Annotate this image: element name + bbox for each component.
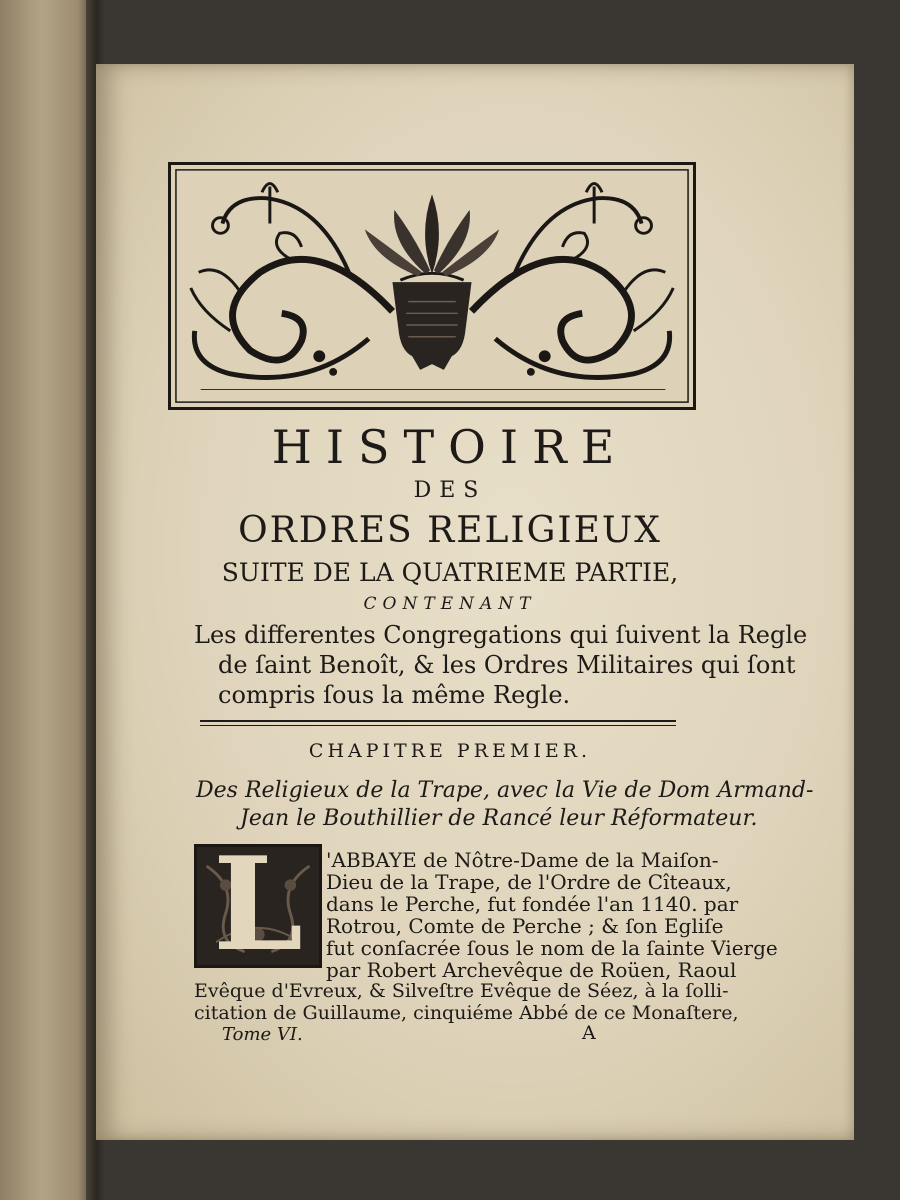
body-line: fut conſacrée ſous le nom de la ſainte Vierge <box>326 936 778 960</box>
contents-line: Les differentes Congregations qui ſuivent la Regle <box>194 621 808 649</box>
contents-line: compris ſous la même Regle. <box>218 681 571 709</box>
volume-signature: Tome VI. <box>222 1024 303 1045</box>
body-line: dans le Perche, fut fondée l'an 1140. par <box>326 892 739 916</box>
ornamental-headpiece <box>168 162 696 410</box>
body-line: Evêque d'Evreux, & Silveſtre Evêque de Séez, à la ſolli- <box>194 980 729 1002</box>
body-line: citation de Guillaume, cinquiéme Abbé de ce Monaſtere, <box>194 1002 739 1024</box>
chapter-title-line: Des Religieux de la Trape, avec la Vie de Dom Armand- <box>196 778 814 803</box>
part-heading: SUITE DE LA QUATRIEME PARTIE, <box>221 558 679 587</box>
gathering-signature: A <box>582 1022 596 1044</box>
drop-cap <box>194 844 322 968</box>
drop-cap-letter: L <box>213 844 303 968</box>
chapter-title-line: Jean le Bouthillier de Rancé leur Réformateur. <box>240 806 758 831</box>
body-line: par Robert Archevêque de Roüen, Raoul <box>326 958 737 982</box>
book-subtitle: ORDRES RELIGIEUX <box>238 510 662 551</box>
body-line: Dieu de la Trape, de l'Ordre de Cîteaux, <box>326 870 732 894</box>
title-des: DES <box>413 478 487 503</box>
chapter-heading: CHAPITRE PREMIER. <box>308 740 592 762</box>
divider-rule-thin <box>200 725 676 726</box>
book-title: HISTOIRE <box>271 420 629 474</box>
contenant-label: CONTENANT <box>363 594 537 614</box>
body-line: Rotrou, Comte de Perche ; & ſon Egliſe <box>326 914 724 938</box>
body-line: 'ABBAYE de Nôtre-Dame de la Maiſon- <box>326 848 719 872</box>
contents-line: de ſaint Benoît, & les Ordres Militaires qui ſont <box>218 651 796 679</box>
divider-rule <box>200 720 676 722</box>
headpiece-engraving <box>171 165 693 407</box>
